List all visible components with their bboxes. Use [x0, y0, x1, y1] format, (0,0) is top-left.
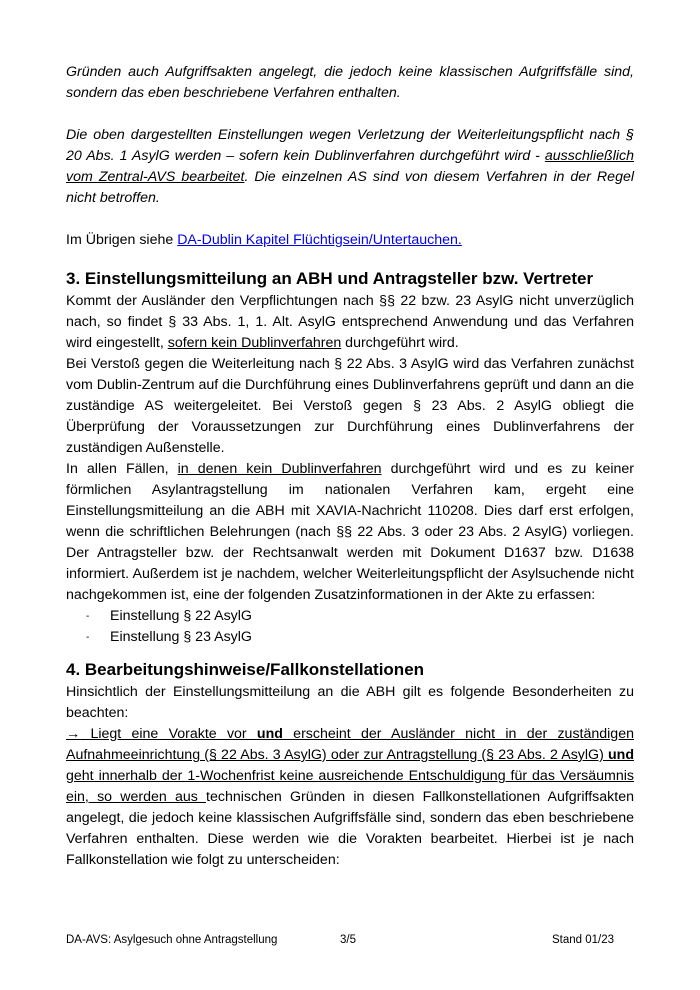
- s4-p2-text-rest: technischen Gründen in diesen Fallkonstellationen Aufgriffsakten angelegt, die jedoch keine klassischen Aufgriffsfälle sind, sondern das eben beschriebene Verfahren enthalten. Diese werden wie die Vorakten bearbeitet. Hierbei ist je nach Fallkonstellation wie folgt zu unterscheiden:: [66, 789, 634, 868]
- section-3-heading: 3. Einstellungsmitteilung an ABH und Antragsteller bzw. Vertreter: [66, 269, 594, 288]
- intro-paragraph-2: [66, 125, 634, 209]
- s3-p1-text-b: durchgeführt wird.: [341, 335, 459, 351]
- intro-paragraph-3: [66, 230, 634, 251]
- footer-page-number: 3/5: [340, 934, 356, 946]
- s4-p2-bold-1: und: [256, 726, 283, 742]
- s3-p1-text-a: Kommt der Ausländer den Verpflichtungen nach §§ 22 bzw. 23 AsylG nicht unverzüglich nach, so findet § 33 Abs. 1, 1. Alt. AsylG entsprechend Anwendung und das Verfahren wird eingestellt,: [66, 293, 634, 351]
- additional-info-list: [66, 606, 634, 648]
- dash-bullet-icon: -: [86, 611, 90, 622]
- s3-p3-text-a: In allen Fällen,: [66, 461, 178, 477]
- intro-p2-text-b: . Die einzelnen AS sind von diesem Verfahren in der Regel nicht betroffen.: [66, 169, 634, 206]
- arrow-icon: →: [66, 726, 81, 742]
- dash-bullet-icon: -: [86, 632, 90, 643]
- section-4-heading: 4. Bearbeitungshinweise/Fallkonstellationen: [66, 660, 425, 679]
- intro-p3-text: Im Übrigen siehe: [66, 232, 178, 248]
- intro-paragraph-1: Gründen auch Aufgriffsakten angelegt, die jedoch keine klassischen Aufgriffsfälle sind, sondern das eben beschriebene Verfahren enthalten.: [66, 64, 634, 101]
- footer-document-title: DA-AVS: Asylgesuch ohne Antragstellung: [66, 934, 278, 946]
- document-page: [66, 62, 634, 871]
- s3-p1-underlined: sofern kein Dublinverfahren: [167, 335, 342, 351]
- section-3-paragraph-1: [66, 291, 634, 354]
- intro-p2-underlined: ausschließlich vom Zentral-AVS bearbeitet: [66, 148, 634, 185]
- list-item: [86, 606, 634, 627]
- footer-version: Stand 01/23: [551, 934, 614, 946]
- section-3-paragraph-2: Bei Verstoß gegen die Weiterleitung nach § 22 Abs. 3 AsylG wird das Verfahren zunächst vom Dublin-Zentrum auf die Durchführung eines Dublinverfahrens geprüft und dann an die zuständige AS weitergeleitet. Bei Verstoß gegen § 23 Abs. 2 AsylG obliegt die Überprüfung der Voraussetzungen zur Durchführung eines Dublinverfahrens der zuständigen Außenstelle.: [66, 356, 634, 456]
- s3-p3-underlined: in denen kein Dublinverfahren: [177, 461, 382, 477]
- intro-p2-text-a: Die oben dargestellten Einstellungen wegen Verletzung der Weiterleitungspflicht nach § 20 Abs. 1 AsylG werden – sofern kein Dublinverfahren durchgeführt wird -: [66, 127, 634, 164]
- s4-p2-bold-2: und: [608, 747, 634, 763]
- dublin-reference-link[interactable]: DA-Dublin Kapitel Flüchtigsein/Untertauchen.: [177, 232, 462, 248]
- s3-p3-text-b: durchgeführt wird und es zu keiner förmlichen Asylantragstellung im nationalen Verfahren kam, ergeht eine Einstellungsmitteilung an die ABH mit XAVIA-Nachricht 110208. Dies darf erst erfolgen, wenn die schriftlichen Belehrungen (nach §§ 22 Abs. 3 oder 23 Abs. 2 AsylG) vorliegen. Der Antragsteller bzw. der Rechtsanwalt werden mit Dokument D1637 bzw. D1638 informiert. Außerdem ist je nachdem, welcher Weiterleitungspflicht der Asylsuchende nicht nachgekommen ist, eine der folgenden Zusatzinformationen in der Akte zu erfassen:: [66, 461, 634, 603]
- list-item-label: Einstellung § 23 AsylG: [110, 629, 252, 645]
- s4-p2-underlined-3: geht innerhalb der 1-Wochenfrist keine ausreichende Entschuldigung für das Versäumnis ein, so werden aus: [66, 768, 634, 805]
- section-4-paragraph-1: Hinsichtlich der Einstellungsmitteilung an die ABH gilt es folgende Besonderheiten zu beachten:: [66, 684, 634, 721]
- s4-p2-underlined-2: erscheint der Ausländer nicht in der zuständigen Aufnahmeeinrichtung (§ 22 Abs. 3 AsylG) oder zur Antragstellung (§ 23 Abs. 2 AsylG): [66, 726, 634, 763]
- list-item-label: Einstellung § 22 AsylG: [110, 608, 252, 624]
- section-3-paragraph-3: [66, 459, 634, 606]
- section-4-paragraph-2: [66, 724, 634, 871]
- s4-p2-underlined-1: Liegt eine Vorakte vor: [80, 726, 257, 742]
- list-item: [86, 627, 634, 648]
